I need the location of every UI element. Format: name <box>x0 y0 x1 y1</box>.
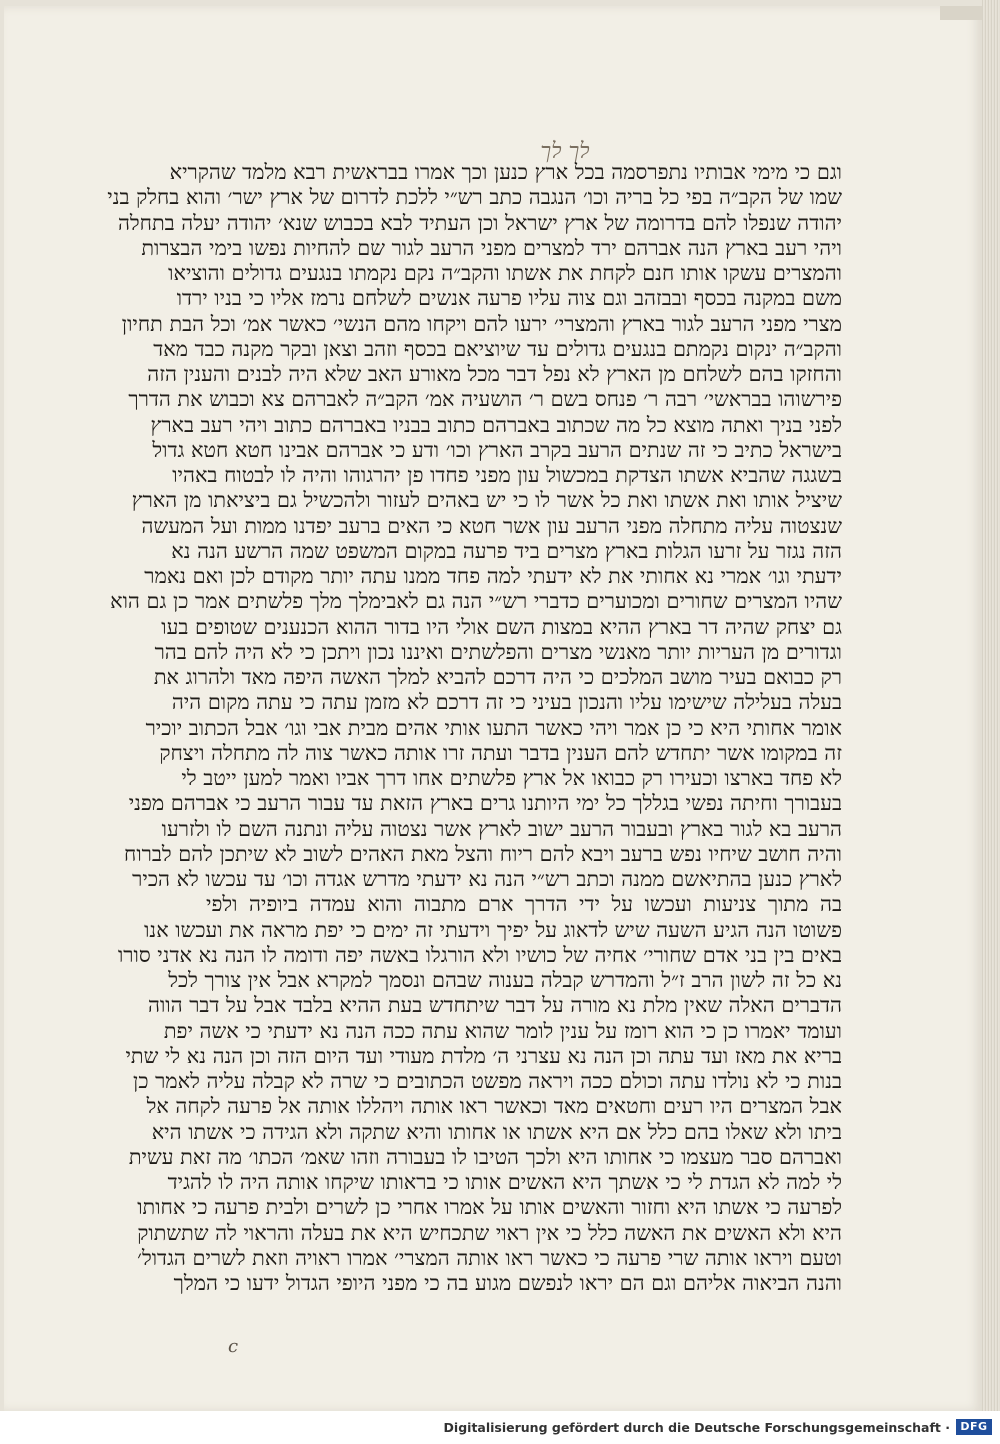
text-line: והחזקו בהם לשלחם מן הארץ לא נפל דבר מכל מאורע האב שלא היה לבנים והענין הזה <box>147 362 842 386</box>
text-line: בעבורך וחיתה נפשי בגללך כל ימי היותנו גרים בארץ הזאת עד עבור הרעב כי אברהם מפני <box>128 791 842 816</box>
text-line: באים בין בני אדם שחורי׳ אחיה של כושיו ולא הורגלו באשה יפה ודומה לו הנה נא אדני סורו <box>117 942 842 967</box>
text-line: ואברהם סבר מעצמו כי אחותו היא ולכך הטיבו לו בעבורה וזהו שאמ׳ הכתו׳ מה זאת עשית <box>128 1144 842 1169</box>
digitization-footer <box>0 1411 1000 1444</box>
text-line: ביתו ולא שאלו בהם כלל אם היא אשתו או אחותו והיא שתקה ולא הגידה כי אשתו היא <box>151 1119 842 1144</box>
text-line: לפני בניך ואתה מוצא כל מה שכתוב באברהם כתוב בבניו באברהם כתוב ויהי רעב בארץ <box>150 412 842 437</box>
page-stain <box>940 6 982 20</box>
text-line: לארץ כנען בהתיאשם ממנה וכתב רש״י הנה נא ידעתי מדרש אגדה וכו׳ עד עכשו לא הכיר <box>132 867 842 891</box>
text-line: והמצרים עשקו אותו חנם לקחת את אשתו והקב״ה נקם נקמתו בנגעים גדולים והוציאו <box>168 261 842 285</box>
text-line: נא כל זה לשון הרב ז״ל והמדרש קבלה בענוה שבהם ונסמך למקרא אבל אין צורך לכל <box>168 968 842 992</box>
text-line: רק כבואם בעיר מושב המלכים כי היה דרכם להביא למלך האשה היפה מאד ולהרוג את <box>153 665 842 689</box>
text-line: זה במקומו אשר יתחדש להם הענין בדבר ועתה זרו אותה כאשר צוה לה מתחלה ויצחק <box>159 740 842 765</box>
text-line: וטעם ויראו אותה שרי פרעה כי כאשר ראו אותה המצרי׳ אמרו ראויה וזאת לשרים הגדול׳ <box>137 1245 842 1270</box>
text-line: בשגגה שהביא אשתו הצדקת במכשול עון מפני פחדו פן יהרגוהו והיה לו לבטוח באהיו <box>172 463 842 487</box>
text-line: שמו של הקב״ה בפי כל בריה וכו׳ הנגבה כתב רש״י ללכת לדרום של ארץ ישר׳ והוא בחלק בני <box>107 185 842 210</box>
dfg-logo-icon: DFG <box>956 1419 992 1435</box>
text-line: פירשוהו בבראשי׳ רבה ר׳ פנחס בשם ר׳ הושעיה אמ׳ הקב״ה לאברהם צא וכבוש את הדרך <box>128 387 842 412</box>
page-edge <box>982 0 1000 1411</box>
text-line: ידעתי וגו׳ אמרי נא אחותי את לא ידעתי למה פחד ממנו עתה יותר מקודם לכן ואם נאמר <box>144 564 842 588</box>
text-line: וגדורים מן העריות יותר מאנשי מצרים והפלשתים ואיננו נכון ויתכן כי לא היה להם בהר <box>154 639 842 664</box>
footer-credit: Digitalisierung gefördert durch die Deutsche Forschungsgemeinschaft · <box>443 1420 950 1435</box>
text-line: והיה חושב שיחיו נפש ברעב ויבא להם ריוח והצל מאת האהים לשוב לא שיתכן להם לברוח <box>124 841 842 866</box>
text-line: הדברים האלה שאין מלת נא מורה על דבר שיתחדש בעת ההיא בלבד אבל על דבר הווה <box>148 993 842 1018</box>
text-line: לפרעה כי אשתו היא וחזור והאשים אותו על אמרו אחרי כן לשרים ולבית פרעה כי אחותו <box>137 1195 842 1220</box>
text-line: הזה נגזר על זרעו הגלות בארץ מצרים ביד פרעה במקום המשפט שמה הרשע הנה נא <box>171 538 842 563</box>
text-line: והקב״ה ינקום נקמתם בנגעים גדולים עד שיוציאם בכסף וזהב וצאן ובקר מקנה כבד מאד <box>153 336 842 361</box>
text-line: שהיו המצרים שחורים ומכוערים כדברי רש״י הנה גם לאבימלך מלך פלשתים אמר כן גם הוא <box>110 589 842 614</box>
text-line: לא פחד בארצו וכעירו רק כבואו אל ארץ פלשתים אחו דרך אביו ואמר למען ייטב לי <box>181 766 842 790</box>
text-line: בה מתוך צניעות ועכשו על ידי הדרך ארם מתבוה והוא עמדה ביופיה ולפי <box>206 892 842 917</box>
text-line: פשוטו הנה הגיע השעה שיש לדאוג על יפיך וידעתי זה ימים כי יפת מראה את ועכשו אנו <box>144 917 842 942</box>
text-line: אבל המצרים היו רעים וחטאים מאד וכאשר ראו אותה ויהללו אותה אל פרעה לקחה אל <box>146 1094 842 1119</box>
text-line: משם במקנה בכסף ובבזהב וגם צוה עליו פרעה אנשים לשלחם נרמז אליו כי בניו ירדו <box>176 286 842 311</box>
text-line: בנות כי לא נולדו עתה וכולם ככה ויראה מפשט הכתובים כי שרה לא קבלה עליה לאמר כן <box>133 1069 842 1093</box>
text-line: בישראל כתיב כי זה שנתים הרעב בקרב הארץ וכו׳ ודע כי אברהם אבינו חטא חטא גדול <box>152 437 842 462</box>
text-line: והנה הביאוה אליהם וגם הם יראו לנפשם מגוע בה כי מפני היופי הגדול ידעו כי המלך <box>173 1271 842 1295</box>
text-line: היא ולא האשים את האשה כלל כי אין ראוי שתכחיש היא את בעלה והראוי לה שתשתוק <box>137 1220 842 1245</box>
text-line: יהודה שנפלו להם בדרומה של ארץ ישראל וכן העתיד לבא בכבוש שנא׳ יהודה יעלה בתחלה <box>117 210 842 235</box>
text-line: גם יצחק שהיה דר בארץ ההיא במצות השם אולי היו בדור ההוא הכנענים שטופים בעו <box>161 614 842 639</box>
folio-annotation: לך לך <box>540 139 590 164</box>
text-line: מצרי מפני הרעב לגור בארץ והמצרי׳ ירעו להם ויקחו מהם הנשי׳ כאשר אמ׳ וכל הבת תחיון <box>121 311 842 336</box>
text-line: לי למה לא הגדת לי כי אשתך היא האשים אותו כי בראותו שיקחו אותה היה לו להגיד <box>167 1170 842 1194</box>
text-line: ויהי רעב בארץ הנה אברהם ירד למצרים מפני הרעב לגור שם להחיות נפשו בימי הבצרות <box>141 235 842 260</box>
text-line: אומר אחותי היא כי כן אמר ויהי כאשר התעו אותי אהים מבית אבי וגו׳ אבל הכתוב יוכיר <box>145 715 842 740</box>
text-line: שנצטוה עליה מתחלה מפני הרעב עון אשר חטא כי האים ברעב יפדנו ממות ועל המעשה <box>141 513 842 538</box>
text-line: בריא את מאז ועד עתה וכן הנה נא עצרני ה׳ מלדת מעודי ועד היום הזה וכן הנה נא לי שתי <box>125 1043 842 1068</box>
text-line: הרעב בא לגור בארץ ובעבור הרעב ישוב לארץ אשר נצטוה עליה ונתנה השם לו ולזרעו <box>161 816 842 841</box>
text-line: בעלה בעלילה שישימו עליו והנכון בעיני כי זה דרכם לא מזמן עתה כי עתה מקום היה <box>171 690 842 715</box>
text-line: שיציל אותו ואת אשתו ואת כל אשר לו כי יש באהים לעזור ולהכשיל גם ביציאתו מן הארץ <box>131 488 842 513</box>
commentary-text-block <box>107 160 842 1296</box>
signature-mark: c <box>228 1336 239 1357</box>
text-line: ועומד יאמרו כן כי הוא רומז על ענין לומר שהוא עתה ככה הנה נא ידעתי כי אשה יפת <box>163 1018 842 1043</box>
text-line: וגם כי מימי אבותיו נתפרסמה בכל ארץ כנען וכך אמרו בבראשית רבא מלמד שהקריא <box>169 160 842 184</box>
